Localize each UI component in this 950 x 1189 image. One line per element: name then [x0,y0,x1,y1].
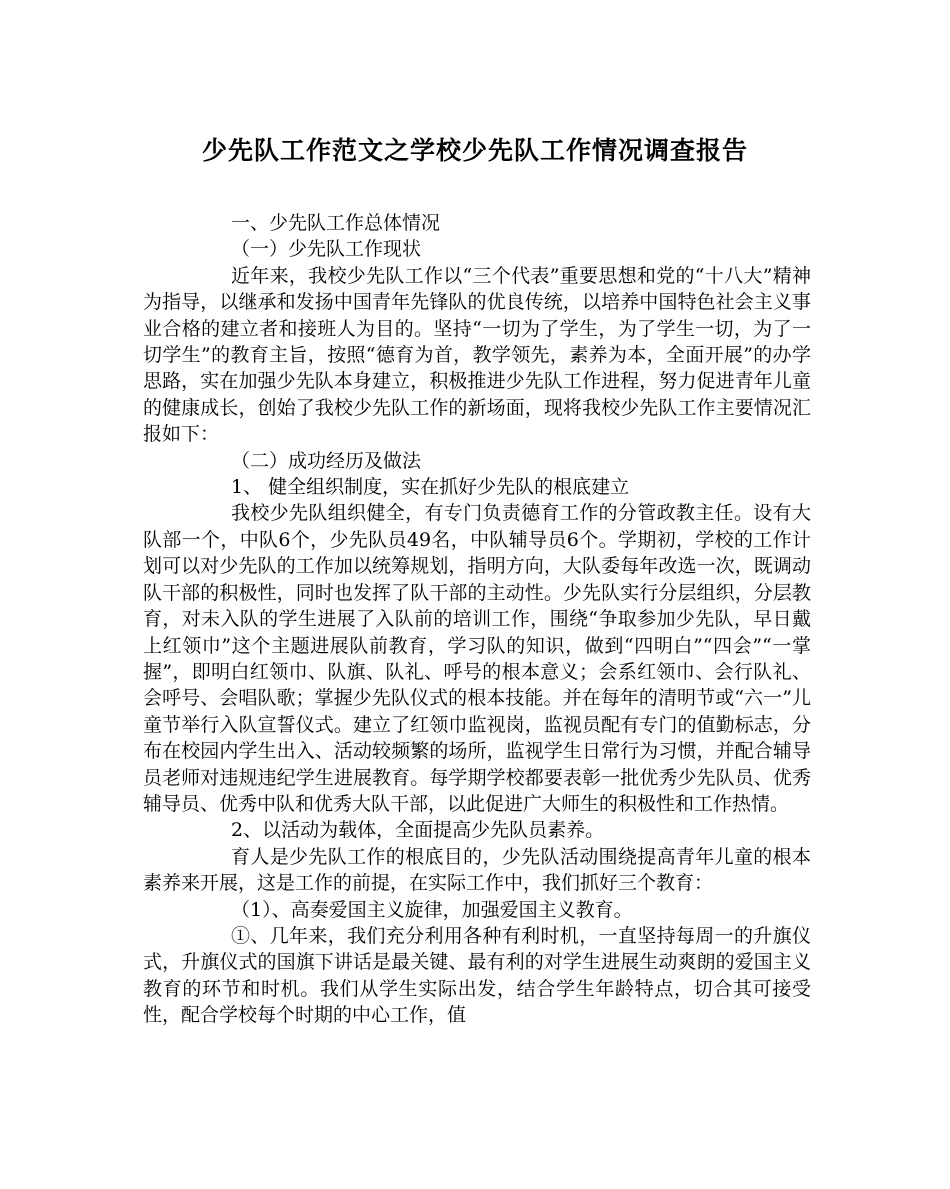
paragraph: 育人是少先队工作的根底目的，少先队活动围绕提高青年儿童的根本素养来开展，这是工作的前提，在实际工作中，我们抓好三个教育： [143,845,811,895]
numbered-subheading: （1）、高奏爱国主义旋律，加强爱国主义教育。 [231,898,633,921]
paragraph: 近年来，我校少先队工作以“三个代表”重要思想和党的“十八大”精神为指导，以继承和发扬中国青年先锋队的优良传统，以培养中国特色社会主义事业合格的建立者和接班人为目的。坚持“一切为了学生，为了学生一切，为了一切学生”的教育主旨，按照“德育为首，教学领先，素养为本，全面开展”的办学思路，实在加强少先队本身建立，积极推进少先队工作进程，努力促进青年儿童的健康成长，创始了我校少先队工作的新场面，现将我校少先队工作主要情况汇报如下： [143,264,811,446]
numbered-heading: 1、 健全组织制度，实在抓好少先队的根底建立 [231,476,630,499]
subsection-heading: （二）成功经历及做法 [231,449,422,472]
paragraph: 我校少先队组织健全，有专门负责德育工作的分管政教主任。设有大队部一个，中队6个，少先队员49名，中队辅导员6个。学期初，学校的工作计划可以对少先队的工作加以统筹规划，指明方向，大队委每年改选一次，既调动队干部的积极性，同时也发挥了队干部的主动性。少先队实行分层组织，分层教育，对未入队的学生进展了入队前的培训工作，围绕“争取参加少先队，早日戴上红领巾”这个主题进展队前教育，学习队的知识，做到“四明白”“四会”“一掌握”，即明白红领巾、队旗、队礼、呼号的根本意义；会系红领巾、会行队礼、会呼号、会唱队歌；掌握少先队仪式的根本技能。并在每年的清明节或“六一”儿童节举行入队宣誓仪式。建立了红领巾监视岗，监视员配有专门的值勤标志，分布在校园内学生出入、活动较频繁的场所，监视学生日常行为习惯，并配合辅导员老师对违规违纪学生进展教育。每学期学校都要表彰一批优秀少先队员、优秀辅导员、优秀中队和优秀大队干部，以此促进广大师生的积极性和工作热情。 [143,502,811,815]
document-body [143,210,811,1029]
section-heading: 一、少先队工作总体情况 [231,212,441,234]
document-title: 少先队工作范文之学校少先队工作情况调查报告 [201,136,748,165]
numbered-heading: 2、以活动为载体，全面提高少先队员素养。 [231,819,605,842]
paragraph: ①、几年来，我们充分利用各种有利时机，一直坚持每周一的升旗仪式，升旗仪式的国旗下讲话是最关键、最有利的对学生进展生动爽朗的爱国主义教育的环节和时机。我们从学生实际出发，结合学生年龄特点，切合其可接受性，配合学校每个时期的中心工作，值 [143,924,811,1027]
subsection-heading: （一）少先队工作现状 [231,238,422,261]
